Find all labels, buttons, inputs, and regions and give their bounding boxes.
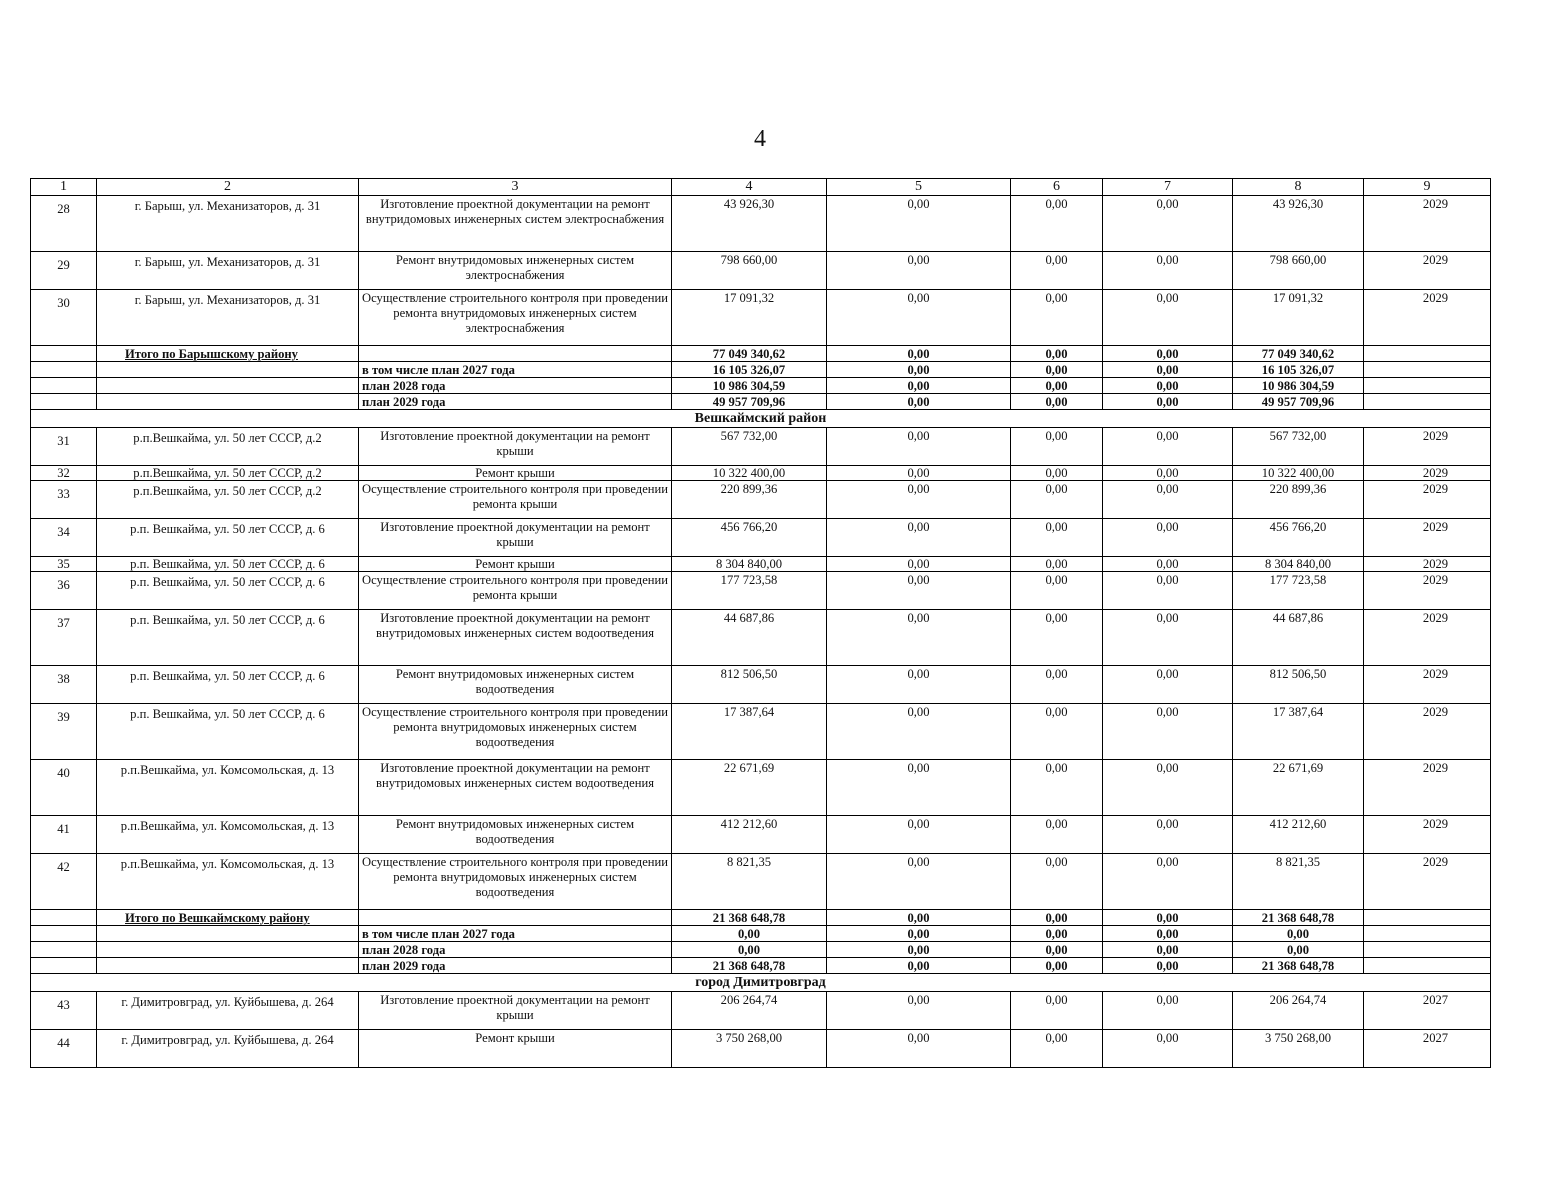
row-number: 40 (31, 760, 97, 816)
amount-cell: 0,00 (827, 666, 1011, 704)
amount-cell: 22 671,69 (1233, 760, 1364, 816)
amount-cell: 0,00 (1011, 704, 1103, 760)
header-cell: 2 (97, 179, 359, 196)
total-amount: 0,00 (827, 910, 1011, 926)
amount-cell: 206 264,74 (672, 992, 827, 1030)
amount-cell: 8 821,35 (1233, 854, 1364, 910)
section-title: город Димитровград (31, 974, 1491, 992)
amount-cell: 0,00 (1103, 481, 1233, 519)
work-type-cell: Ремонт внутридомовых инженерных систем водоотведения (359, 666, 672, 704)
work-type-cell: Изготовление проектной документации на ремонт крыши (359, 428, 672, 466)
address-cell: г. Барыш, ул. Механизаторов, д. 31 (97, 290, 359, 346)
plan-label: план 2029 года (359, 958, 672, 974)
row-number: 30 (31, 290, 97, 346)
header-cell: 1 (31, 179, 97, 196)
amount-cell: 0,00 (1103, 519, 1233, 557)
table-row (31, 290, 1491, 346)
amount-cell: 567 732,00 (1233, 428, 1364, 466)
address-cell: р.п.Вешкайма, ул. Комсомольская, д. 13 (97, 760, 359, 816)
amount-cell: 812 506,50 (672, 666, 827, 704)
total-label (97, 942, 359, 958)
table-body (31, 179, 1491, 1068)
total-spacer (31, 378, 97, 394)
amount-cell: 0,00 (1103, 760, 1233, 816)
amount-cell: 8 304 840,00 (1233, 557, 1364, 572)
total-amount: 0,00 (1011, 378, 1103, 394)
total-amount: 77 049 340,62 (672, 346, 827, 362)
total-spacer (31, 942, 97, 958)
row-number: 42 (31, 854, 97, 910)
address-cell: р.п.Вешкайма, ул. Комсомольская, д. 13 (97, 854, 359, 910)
total-label (97, 394, 359, 410)
amount-cell: 8 821,35 (672, 854, 827, 910)
amount-cell: 0,00 (1103, 610, 1233, 666)
total-amount: 0,00 (827, 926, 1011, 942)
row-number: 35 (31, 557, 97, 572)
row-number: 44 (31, 1030, 97, 1068)
total-amount: 0,00 (827, 362, 1011, 378)
amount-cell: 812 506,50 (1233, 666, 1364, 704)
total-amount: 0,00 (1103, 958, 1233, 974)
total-amount: 21 368 648,78 (1233, 910, 1364, 926)
total-spacer (1364, 926, 1491, 942)
table-row (31, 816, 1491, 854)
header-cell: 8 (1233, 179, 1364, 196)
work-type-cell: Осуществление строительного контроля при проведении ремонта внутридомовых инженерных систем водоотведения (359, 854, 672, 910)
amount-cell: 0,00 (1011, 519, 1103, 557)
total-label (97, 926, 359, 942)
work-type-cell: Осуществление строительного контроля при проведении ремонта внутридомовых инженерных систем водоотведения (359, 704, 672, 760)
total-amount: 0,00 (1103, 378, 1233, 394)
row-number: 29 (31, 252, 97, 290)
total-amount: 49 957 709,96 (1233, 394, 1364, 410)
table-row (31, 704, 1491, 760)
amount-cell: 0,00 (827, 992, 1011, 1030)
total-amount: 10 986 304,59 (1233, 378, 1364, 394)
year-cell: 2029 (1364, 466, 1491, 481)
amount-cell: 220 899,36 (1233, 481, 1364, 519)
total-spacer (31, 346, 97, 362)
amount-cell: 0,00 (827, 481, 1011, 519)
amount-cell: 177 723,58 (672, 572, 827, 610)
amount-cell: 0,00 (1103, 557, 1233, 572)
amount-cell: 17 387,64 (672, 704, 827, 760)
total-spacer (31, 394, 97, 410)
amount-cell: 0,00 (1011, 481, 1103, 519)
header-cell: 5 (827, 179, 1011, 196)
total-row (31, 910, 1491, 926)
total-amount: 0,00 (1011, 362, 1103, 378)
total-amount: 0,00 (1103, 394, 1233, 410)
table-row (31, 466, 1491, 481)
amount-cell: 0,00 (827, 466, 1011, 481)
address-cell: р.п. Вешкайма, ул. 50 лет СССР, д. 6 (97, 666, 359, 704)
row-number: 32 (31, 466, 97, 481)
amount-cell: 0,00 (1103, 290, 1233, 346)
total-spacer (31, 362, 97, 378)
year-cell: 2027 (1364, 1030, 1491, 1068)
amount-cell: 0,00 (827, 557, 1011, 572)
table-row (31, 992, 1491, 1030)
address-cell: р.п.Вешкайма, ул. Комсомольская, д. 13 (97, 816, 359, 854)
address-cell: г. Барыш, ул. Механизаторов, д. 31 (97, 252, 359, 290)
total-amount: 0,00 (672, 926, 827, 942)
year-cell: 2029 (1364, 196, 1491, 252)
total-row (31, 346, 1491, 362)
table-row (31, 519, 1491, 557)
address-cell: р.п.Вешкайма, ул. 50 лет СССР, д.2 (97, 466, 359, 481)
total-spacer (1364, 958, 1491, 974)
total-amount: 0,00 (1011, 958, 1103, 974)
total-row (31, 926, 1491, 942)
total-amount: 49 957 709,96 (672, 394, 827, 410)
row-number: 39 (31, 704, 97, 760)
total-amount: 0,00 (1011, 910, 1103, 926)
total-spacer (1364, 942, 1491, 958)
amount-cell: 0,00 (1103, 704, 1233, 760)
amount-cell: 0,00 (1103, 1030, 1233, 1068)
total-spacer (31, 910, 97, 926)
row-number: 38 (31, 666, 97, 704)
work-type-cell: Изготовление проектной документации на ремонт внутридомовых инженерных систем водоотведения (359, 610, 672, 666)
header-cell: 4 (672, 179, 827, 196)
total-label (97, 958, 359, 974)
total-amount: 0,00 (827, 394, 1011, 410)
header-cell: 7 (1103, 179, 1233, 196)
amount-cell: 798 660,00 (1233, 252, 1364, 290)
address-cell: р.п.Вешкайма, ул. 50 лет СССР, д.2 (97, 428, 359, 466)
total-amount: 10 986 304,59 (672, 378, 827, 394)
header-cell: 9 (1364, 179, 1491, 196)
total-amount: 16 105 326,07 (672, 362, 827, 378)
amount-cell: 0,00 (827, 519, 1011, 557)
total-spacer (1364, 362, 1491, 378)
year-cell: 2029 (1364, 557, 1491, 572)
total-amount: 0,00 (1233, 926, 1364, 942)
amount-cell: 43 926,30 (672, 196, 827, 252)
amount-cell: 456 766,20 (672, 519, 827, 557)
plan-label: план 2028 года (359, 378, 672, 394)
work-type-cell: Изготовление проектной документации на ремонт внутридомовых инженерных систем электроснабжения (359, 196, 672, 252)
amount-cell: 0,00 (1011, 816, 1103, 854)
table-row (31, 572, 1491, 610)
amount-cell: 412 212,60 (672, 816, 827, 854)
table-row (31, 252, 1491, 290)
row-number: 37 (31, 610, 97, 666)
amount-cell: 0,00 (1103, 428, 1233, 466)
total-amount: 0,00 (827, 942, 1011, 958)
year-cell: 2029 (1364, 704, 1491, 760)
year-cell: 2029 (1364, 481, 1491, 519)
year-cell: 2029 (1364, 519, 1491, 557)
amount-cell: 0,00 (1103, 466, 1233, 481)
table-row (31, 666, 1491, 704)
total-amount: 0,00 (1011, 394, 1103, 410)
amount-cell: 0,00 (827, 854, 1011, 910)
total-amount: 16 105 326,07 (1233, 362, 1364, 378)
amount-cell: 0,00 (1011, 1030, 1103, 1068)
amount-cell: 0,00 (1103, 816, 1233, 854)
total-amount: 21 368 648,78 (672, 958, 827, 974)
amount-cell: 0,00 (1011, 992, 1103, 1030)
amount-cell: 44 687,86 (672, 610, 827, 666)
amount-cell: 0,00 (1011, 252, 1103, 290)
amount-cell: 0,00 (1103, 992, 1233, 1030)
header-cell: 6 (1011, 179, 1103, 196)
address-cell: р.п. Вешкайма, ул. 50 лет СССР, д. 6 (97, 519, 359, 557)
total-amount: 0,00 (1103, 942, 1233, 958)
table-row (31, 760, 1491, 816)
table-row (31, 428, 1491, 466)
amount-cell: 220 899,36 (672, 481, 827, 519)
address-cell: р.п.Вешкайма, ул. 50 лет СССР, д.2 (97, 481, 359, 519)
total-row (31, 958, 1491, 974)
total-amount: 0,00 (1233, 942, 1364, 958)
total-amount: 0,00 (1011, 926, 1103, 942)
amount-cell: 0,00 (827, 196, 1011, 252)
total-spacer (31, 926, 97, 942)
amount-cell: 0,00 (1011, 854, 1103, 910)
total-amount: 0,00 (827, 346, 1011, 362)
total-amount: 0,00 (1103, 362, 1233, 378)
year-cell: 2029 (1364, 572, 1491, 610)
address-cell: р.п. Вешкайма, ул. 50 лет СССР, д. 6 (97, 557, 359, 572)
work-type-cell: Осуществление строительного контроля при проведении ремонта внутридомовых инженерных систем электроснабжения (359, 290, 672, 346)
address-cell: р.п. Вешкайма, ул. 50 лет СССР, д. 6 (97, 610, 359, 666)
year-cell: 2029 (1364, 428, 1491, 466)
amount-cell: 17 387,64 (1233, 704, 1364, 760)
amount-cell: 3 750 268,00 (672, 1030, 827, 1068)
plan-label: план 2029 года (359, 394, 672, 410)
total-amount: 21 368 648,78 (1233, 958, 1364, 974)
total-row (31, 378, 1491, 394)
amount-cell: 3 750 268,00 (1233, 1030, 1364, 1068)
total-amount: 21 368 648,78 (672, 910, 827, 926)
address-cell: р.п. Вешкайма, ул. 50 лет СССР, д. 6 (97, 572, 359, 610)
work-type-cell: Ремонт крыши (359, 557, 672, 572)
amount-cell: 10 322 400,00 (672, 466, 827, 481)
total-label (97, 362, 359, 378)
page-number: 4 (754, 126, 766, 152)
amount-cell: 0,00 (827, 816, 1011, 854)
address-cell: г. Барыш, ул. Механизаторов, д. 31 (97, 196, 359, 252)
amount-cell: 0,00 (1011, 428, 1103, 466)
total-row (31, 942, 1491, 958)
amount-cell: 0,00 (1011, 557, 1103, 572)
work-type-cell: Изготовление проектной документации на ремонт крыши (359, 992, 672, 1030)
year-cell: 2027 (1364, 992, 1491, 1030)
total-amount: 0,00 (1103, 346, 1233, 362)
amount-cell: 0,00 (1011, 466, 1103, 481)
plan-label: план 2028 года (359, 942, 672, 958)
row-number: 43 (31, 992, 97, 1030)
work-type-cell: Ремонт внутридомовых инженерных систем электроснабжения (359, 252, 672, 290)
year-cell: 2029 (1364, 854, 1491, 910)
address-cell: г. Димитровград, ул. Куйбышева, д. 264 (97, 1030, 359, 1068)
total-amount: 0,00 (1011, 942, 1103, 958)
table-row (31, 854, 1491, 910)
total-amount: 0,00 (827, 958, 1011, 974)
work-type-cell: Осуществление строительного контроля при проведении ремонта крыши (359, 572, 672, 610)
year-cell: 2029 (1364, 816, 1491, 854)
table-row (31, 610, 1491, 666)
header-cell: 3 (359, 179, 672, 196)
plan-label (359, 910, 672, 926)
total-amount: 0,00 (1103, 926, 1233, 942)
total-amount: 77 049 340,62 (1233, 346, 1364, 362)
amount-cell: 0,00 (1011, 666, 1103, 704)
work-type-cell: Ремонт внутридомовых инженерных систем водоотведения (359, 816, 672, 854)
amount-cell: 0,00 (827, 252, 1011, 290)
plan-label: в том числе план 2027 года (359, 926, 672, 942)
address-cell: г. Димитровград, ул. Куйбышева, д. 264 (97, 992, 359, 1030)
year-cell: 2029 (1364, 610, 1491, 666)
table-row (31, 1030, 1491, 1068)
row-number: 41 (31, 816, 97, 854)
total-row (31, 362, 1491, 378)
total-amount: 0,00 (1011, 346, 1103, 362)
amount-cell: 0,00 (1011, 196, 1103, 252)
amount-cell: 17 091,32 (1233, 290, 1364, 346)
work-type-cell: Изготовление проектной документации на ремонт внутридомовых инженерных систем водоотведения (359, 760, 672, 816)
year-cell: 2029 (1364, 760, 1491, 816)
amount-cell: 0,00 (827, 1030, 1011, 1068)
amount-cell: 0,00 (1011, 572, 1103, 610)
amount-cell: 567 732,00 (672, 428, 827, 466)
total-spacer (1364, 346, 1491, 362)
total-amount: 0,00 (672, 942, 827, 958)
total-label: Итого по Вешкаймскому району (97, 910, 359, 926)
amount-cell: 0,00 (1103, 854, 1233, 910)
amount-cell: 0,00 (1103, 252, 1233, 290)
amount-cell: 22 671,69 (672, 760, 827, 816)
row-number: 31 (31, 428, 97, 466)
total-spacer (1364, 910, 1491, 926)
amount-cell: 0,00 (1011, 760, 1103, 816)
amount-cell: 0,00 (827, 760, 1011, 816)
total-amount: 0,00 (827, 378, 1011, 394)
row-number: 33 (31, 481, 97, 519)
amount-cell: 8 304 840,00 (672, 557, 827, 572)
amount-cell: 0,00 (827, 290, 1011, 346)
total-label: Итого по Барышскому району (97, 346, 359, 362)
table-row (31, 557, 1491, 572)
amount-cell: 0,00 (827, 428, 1011, 466)
table-row (31, 481, 1491, 519)
total-spacer (1364, 394, 1491, 410)
amount-cell: 44 687,86 (1233, 610, 1364, 666)
row-number: 36 (31, 572, 97, 610)
amount-cell: 456 766,20 (1233, 519, 1364, 557)
amount-cell: 0,00 (827, 610, 1011, 666)
header-row (31, 179, 1491, 196)
program-table (30, 178, 1491, 1068)
amount-cell: 0,00 (1103, 572, 1233, 610)
year-cell: 2029 (1364, 290, 1491, 346)
amount-cell: 17 091,32 (672, 290, 827, 346)
amount-cell: 0,00 (1103, 666, 1233, 704)
section-row (31, 410, 1491, 428)
total-spacer (31, 958, 97, 974)
section-row (31, 974, 1491, 992)
amount-cell: 0,00 (1011, 610, 1103, 666)
plan-label: в том числе план 2027 года (359, 362, 672, 378)
table-row (31, 196, 1491, 252)
amount-cell: 798 660,00 (672, 252, 827, 290)
amount-cell: 0,00 (827, 704, 1011, 760)
total-row (31, 394, 1491, 410)
amount-cell: 43 926,30 (1233, 196, 1364, 252)
amount-cell: 0,00 (1011, 290, 1103, 346)
plan-label (359, 346, 672, 362)
work-type-cell: Ремонт крыши (359, 466, 672, 481)
total-amount: 0,00 (1103, 910, 1233, 926)
total-label (97, 378, 359, 394)
row-number: 34 (31, 519, 97, 557)
amount-cell: 177 723,58 (1233, 572, 1364, 610)
row-number: 28 (31, 196, 97, 252)
work-type-cell: Осуществление строительного контроля при проведении ремонта крыши (359, 481, 672, 519)
amount-cell: 0,00 (1103, 196, 1233, 252)
amount-cell: 206 264,74 (1233, 992, 1364, 1030)
total-spacer (1364, 378, 1491, 394)
work-type-cell: Ремонт крыши (359, 1030, 672, 1068)
amount-cell: 412 212,60 (1233, 816, 1364, 854)
year-cell: 2029 (1364, 252, 1491, 290)
amount-cell: 10 322 400,00 (1233, 466, 1364, 481)
address-cell: р.п. Вешкайма, ул. 50 лет СССР, д. 6 (97, 704, 359, 760)
year-cell: 2029 (1364, 666, 1491, 704)
amount-cell: 0,00 (827, 572, 1011, 610)
work-type-cell: Изготовление проектной документации на ремонт крыши (359, 519, 672, 557)
section-title: Вешкаймский район (31, 410, 1491, 428)
